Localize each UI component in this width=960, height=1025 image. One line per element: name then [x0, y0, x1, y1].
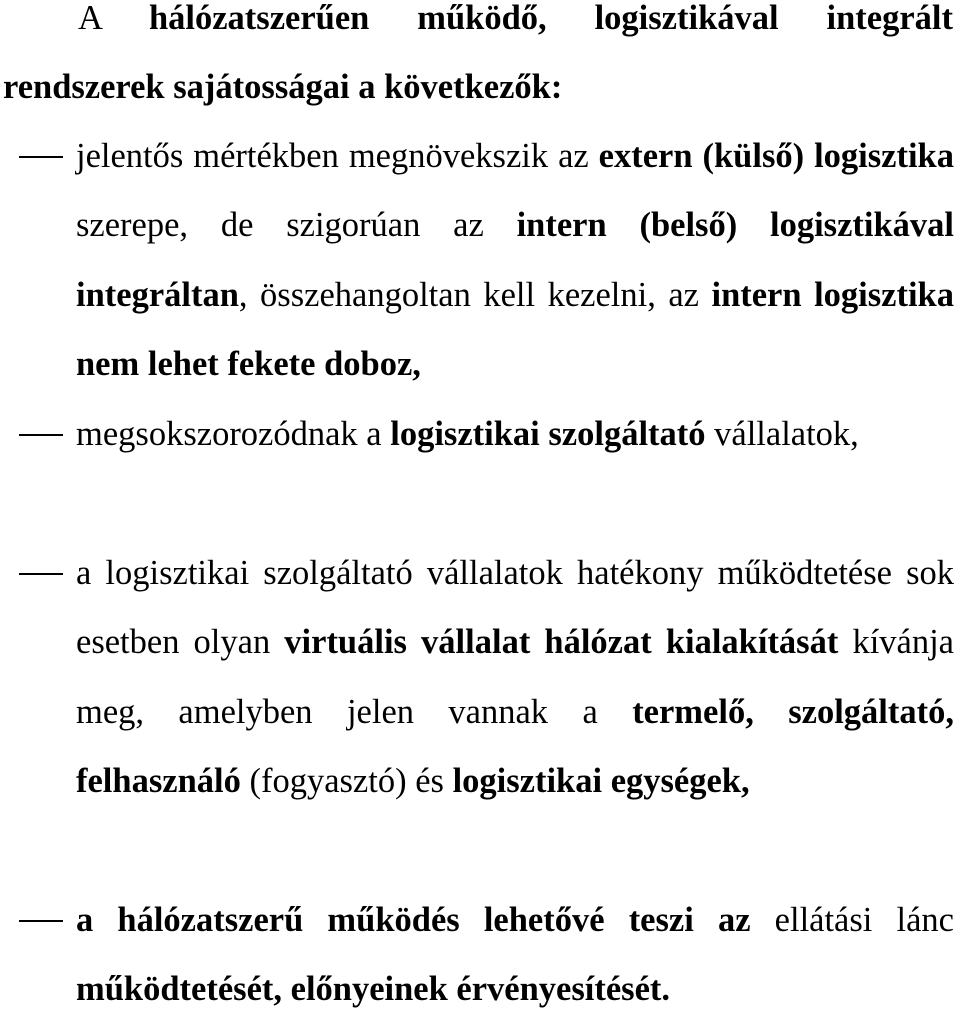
item-4-bold-1: a hálózatszerű működés lehetővé teszi az: [76, 901, 751, 939]
item-3-bold-1: virtuális vállalat hálózat kialakítását: [284, 623, 839, 662]
item-1-text-1: jelentős mértékben megnövekszik az: [76, 137, 599, 175]
list-dash-4: [19, 920, 63, 922]
list-dash-2: [19, 434, 63, 436]
item-1-text-3: , összehangoltan kell kezelni, az: [238, 275, 712, 314]
item-4-bold-2: működtetését, előnyeinek érvényesítését.: [76, 970, 671, 1009]
intro-paragraph: [3, 0, 953, 123]
item-1-text-2: szerepe, de szigorúan az: [76, 206, 517, 245]
item-3-text-3: (fogyasztó) és: [240, 762, 453, 801]
item-2-bold-1: logisztikai szolgáltató: [390, 415, 706, 453]
item-3-bold-3: logisztikai egységek,: [452, 762, 750, 801]
list-item-2: [76, 400, 954, 469]
item-3-text-1: a logisztikai szolgáltató vállalatok hatékony működtetése sok esetben olyan: [76, 554, 954, 662]
intro-text: A: [78, 0, 149, 37]
item-1-bold-2: intern (belső) logisztikával integráltan: [76, 206, 955, 314]
item-3-bold-2: termelő, szolgáltató, felhasználó: [76, 692, 954, 801]
item-2-text-1: megsokszorozódnak a: [76, 415, 391, 453]
list-dash-1: [19, 156, 63, 158]
intro-bold-text: hálózatszerűen működő, logisztikával integrált rendszerek sajátosságai a következők:: [3, 0, 953, 107]
item-1-bold-3: intern logisztika nem lehet fekete doboz,: [76, 275, 954, 384]
list-item-4: [76, 886, 954, 1025]
item-1-bold-1: extern (külső) logisztika: [598, 137, 954, 175]
item-3-text-2: kívánja meg, amelyben jelen vannak a: [76, 623, 954, 731]
list-item-3: [76, 539, 954, 817]
list-item-1: [76, 122, 954, 400]
item-2-text-2: vállalatok,: [705, 415, 859, 453]
list-dash-3: [19, 573, 63, 575]
item-4-text-1: ellátási lánc: [750, 901, 954, 939]
